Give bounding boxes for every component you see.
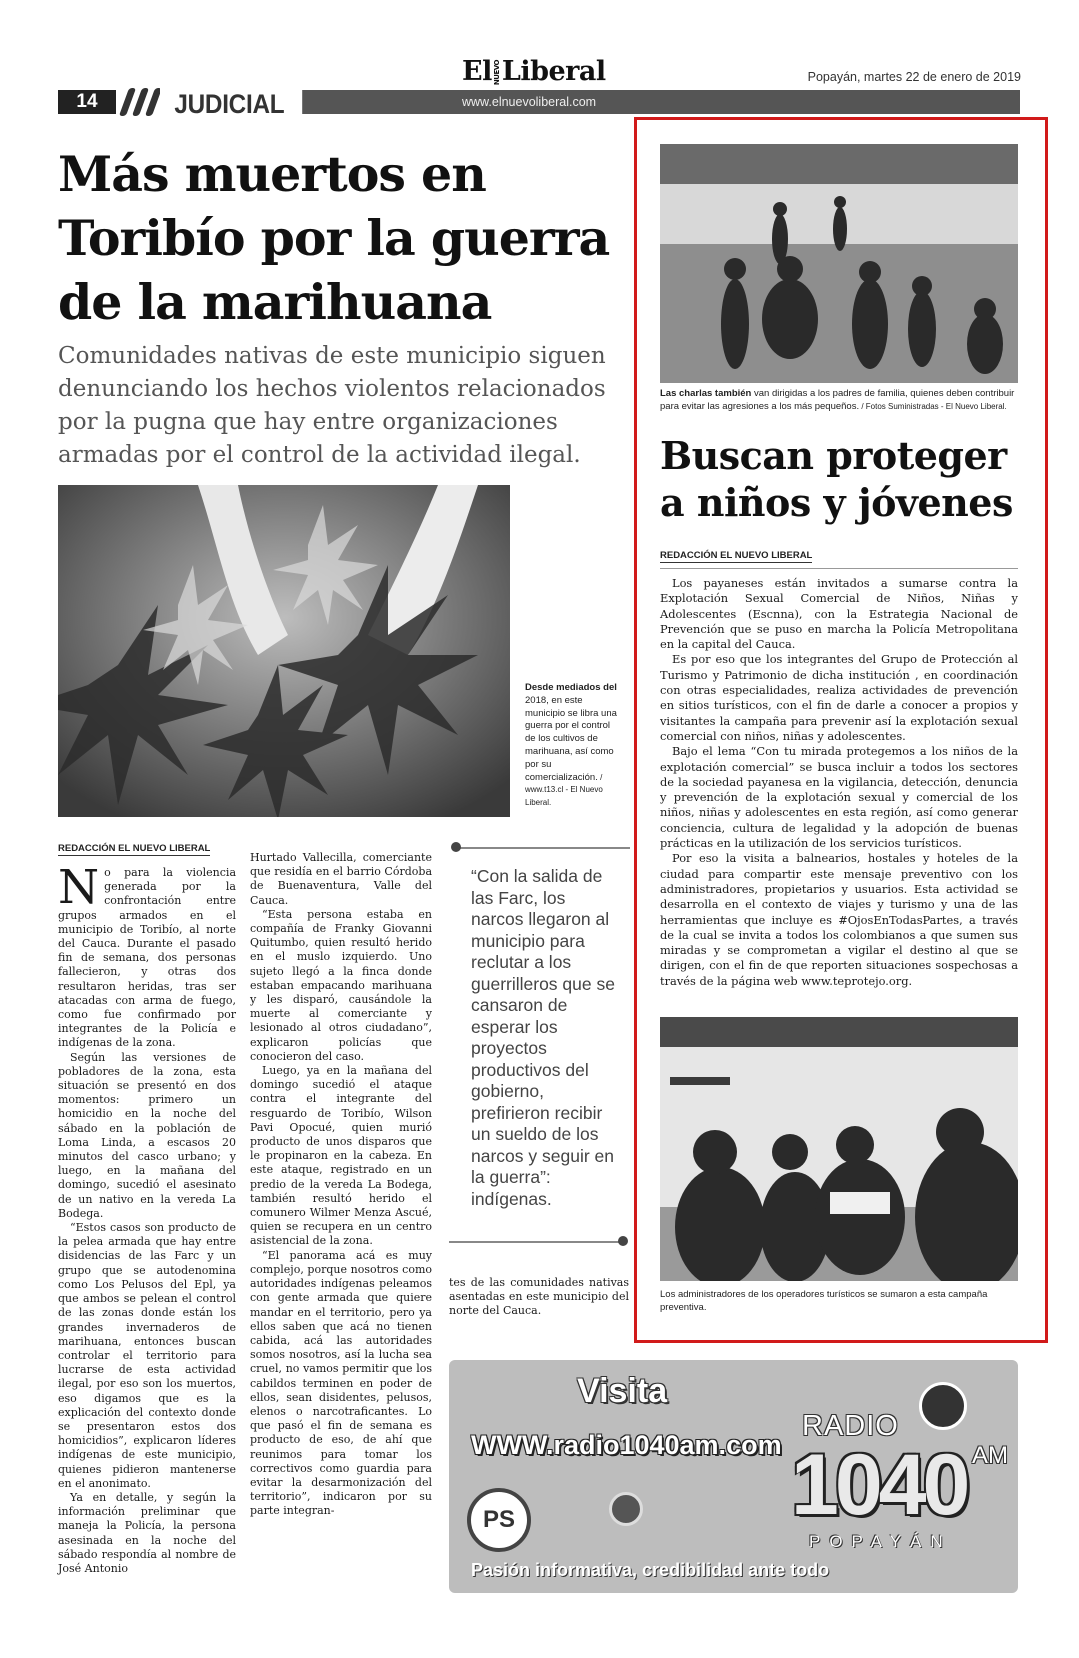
photo-caption — [525, 682, 623, 810]
caption-credit: / Fotos Suministradas - El Nuevo Liberal. — [859, 401, 1007, 411]
ad-visita: Visita — [577, 1372, 668, 1410]
ad-slogan: Pasión informativa, credibilidad ante todo — [471, 1560, 830, 1580]
paragraph: Bajo el lema “Con tu mirada protegemos a los niños de la explotación comercial” se busca incluir a todos los sectores de la sociedad payanesa en la vigilancia, detección, denuncia y prevención de la explotación sexual y comercial de los niños, niñas y adolescentes en esta región, así como generar conciencia, cultura de legalidad y la adopción de buenas prácticas en la utilización de los servicios turísticos. — [660, 744, 1018, 851]
caption-body: 2018, en este municipio se libra una guerra por el control de los cultivos de marihuana, así como por su comercialización. — [525, 694, 617, 783]
paragraph: “El panorama acá es muy complejo, porque nosotros como autoridades indígenas peleamos con gente armada que quiere mandar en el territorio, pero ya ellos saben que acá no tienen cabida, acá las autoridades somos nosotros, así la lucha sea cruel, no vamos permitir que los cabildos terminen en poder de ellos, sean disidentes, pelusos, elenos o narcotraficantes. Lo que pasó el fin de semana es producto de eso, de ahí que reunimos para tomar los correctivos como guardia para evitar la desarmonización del territorio”, indicaron por su parte integran- — [250, 1248, 432, 1518]
article-column-1 — [58, 860, 236, 1576]
article-deck: Comunidades nativas de este municipio siguen denunciando los hechos violentos relacionados por la pugna que hay entre organizaciones armadas por el control de la actividad ilegal. — [58, 343, 606, 468]
logo-el: El — [462, 56, 492, 87]
newspaper-logo — [462, 56, 606, 87]
article-column-2 — [250, 851, 432, 1519]
logo-liberal: Liberal — [501, 56, 606, 87]
quote-rule-bottom — [449, 1241, 621, 1243]
paragraph: Luego, ya en la mañana del domingo sucedió el ataque contra el integrante del resguardo de Toribío, Wilson Pavi Opocué, quien murió producto de unos disparos que le propinaron en la cabeza. En este ataque, registrado en un predio de la vereda La Bodega, también resultó herido el comunero Wilmer Menza Ascué, quien se recupera en un centro asistencial de la zona. — [250, 1064, 432, 1248]
byline: REDACCIÓN EL NUEVO LIBERAL — [58, 843, 211, 854]
ad-frequency: 1040 — [791, 1437, 967, 1533]
microphone-icon — [919, 1382, 967, 1430]
paragraph: Los payaneses están invitados a sumarse contra la Explotación Sexual Comercial de Niños, Niñas y Adolescentes (Escnna), con la Estrategia Nacional de Prevención que se puso en marcha la Policía Metropolitana en la capital del Cauca. — [660, 576, 1018, 652]
section-title: JUDICIAL — [160, 88, 302, 118]
operators-meeting-photo — [660, 1017, 1018, 1281]
paragraph: o para la violencia generada por la confrontación entre grupos armados en el municipio de Toribío, al norte del Cauca. Durante el pasado fin de semana, dos personas fallecieron, y otras dos resultaron heridas, tras ser atacadas con arma de fuego, como fue confirmado por integrantes de la Policía e indígenas de la zona. — [58, 866, 236, 1050]
article-headline: Más muertos en Toribío por la guerra de la marihuana — [58, 145, 610, 331]
logo-nuevo: NUEVO — [492, 59, 501, 86]
ad-am: AM — [972, 1442, 1008, 1469]
paragraph: Por eso la visita a balnearios, hostales y hoteles de la ciudad para compartir este mensaje preventivo con los administradores, propietarios y usuarios. Esta actividad se desarrolla en el contexto de viajes y turismo y una de las herramientas que incluye es #OjosEnTodasPartes, a través de la cual se invita a todos los colombianos a que sumen sus miradas y se comprometan a vigilar el destino al que se dirigen, con el fin de que reporten situaciones sospechosas a través de la página web www.teprotejo.org. — [660, 851, 1018, 988]
pull-quote: “Con la salida de las Farc, los narcos llegaron al municipio para reclutar a los guerrilleros que se cansaron de esperar los proyectos productivos del gobierno, prefirieron recibir un sueldo de los narcos y seguir en la guerra”: indígenas. — [471, 866, 615, 1209]
paragraph: Ya en detalle, y según la información preliminar que maneja la Policía, la persona asesinada en la noche del sábado respondía al nombre de José Antonio — [58, 1490, 236, 1575]
paragraph: Hurtado Vallecilla, comerciante que residía en el barrio Córdoba de Buenaventura, Valle del Cauca. — [250, 851, 432, 907]
divider — [660, 568, 1018, 569]
caption-lead: Desde mediados del — [525, 682, 617, 693]
quote-dot — [618, 1236, 628, 1246]
drop-cap: N — [58, 860, 100, 915]
website-url[interactable]: www.elnuevoliberal.com — [462, 95, 597, 109]
ad-url-link[interactable]: WWW.radio1040am.com — [471, 1430, 782, 1460]
dateline: Popayán, martes 22 de enero de 2019 — [807, 70, 1021, 84]
byline: REDACCIÓN EL NUEVO LIBERAL — [660, 550, 813, 561]
photo-caption: Los administradores de los operadores turísticos se sumaron a esta campaña preventiva. — [660, 1289, 988, 1313]
paragraph: “Estos casos son producto de la pelea armada que hay entre disidencias de las Farc y un grupo que se autodenomina como Los Pelusos del Epl, ya que ambos se pelean el control de las zonas donde están los grandes invernaderos de marihuana, entonces buscan controlar el territorio para lucrarse de esta actividad ilegal, por eso son los muertos, eso digamos que es la explicación del contexto donde se presentaron estos dos homicidios”, explicaron líderes indígenas de este municipio, quienes pidieron mantenerse en el anonimato. — [58, 1221, 236, 1490]
signal-icon — [609, 1492, 643, 1526]
paragraph: “Esta persona estaba en compañía de Franky Giovanni Quitumbo, quien resultó herido en el muslo izquierdo. Uno sujeto llegó a la finca donde estaban empacando marihuana y les disparó, causándole la muerte al comerciante y lesionado al otros ciudadano”, explicaron policías que conocieron del caso. — [250, 907, 432, 1063]
side-article-headline: Buscan proteger a niños y jóvenes — [660, 433, 1013, 525]
page-number: 14 — [58, 90, 116, 114]
side-article-body — [660, 576, 1018, 989]
quote-rule-top — [458, 847, 630, 849]
ad-city: POPAYÁN — [809, 1532, 952, 1551]
paragraph: Según las versiones de pobladores de la zona, esta situación se presentó en dos momentos: primero un homicidio en la noche del sábado en la población de Loma Linda, a escasos 20 minutos del casco urbano; y luego, en la mañana del domingo, sucedió el asesinato de un nativo en la vereda La Bodega. — [58, 1050, 236, 1220]
decorative-slashes — [116, 88, 162, 116]
paragraph: tes de las comunidades nativas asentadas en este municipio del norte del Cauca. — [449, 1276, 629, 1318]
photo-caption — [660, 388, 1018, 413]
children-talk-photo — [660, 144, 1018, 383]
caption-lead: Las charlas también — [660, 388, 752, 399]
quote-dot — [451, 842, 461, 852]
article-column-3-end — [449, 1276, 629, 1319]
caption-credit: / www.t13.cl - El Nuevo Liberal. — [525, 772, 603, 808]
marijuana-photo — [58, 485, 510, 817]
radio-advertisement[interactable] — [449, 1360, 1018, 1593]
caption-body: van dirigidas a los padres de familia, quienes deben contribuir para evitar las agresiones a los más pequeños. — [660, 388, 1015, 412]
ps-logo-icon: PS — [467, 1488, 531, 1552]
paragraph: Es por eso que los integrantes del Grupo de Protección al Turismo y Patrimonio de dicha institución , en coordinación con otras especialidades, realiza actividades de prevención en sitios turísticos, con el fin de darle a conocer a propios y visitantes la campaña para prevenir así la explotación sexual comercial con niños, niñas y adolescentes. — [660, 652, 1018, 743]
ad-radio-label: RADIO — [802, 1410, 899, 1442]
